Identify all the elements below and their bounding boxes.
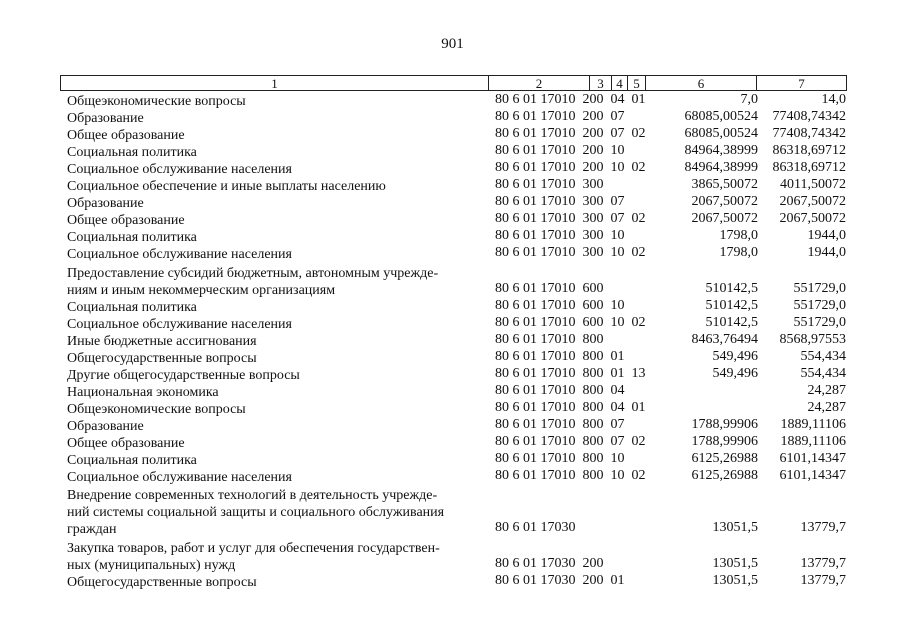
row-value-col6: 84964,38999 bbox=[684, 160, 758, 175]
table-row bbox=[0, 469, 905, 486]
row-name: Социальная политика bbox=[67, 453, 197, 468]
row-value-col6: 1798,0 bbox=[719, 245, 758, 260]
row-value-col7: 1944,0 bbox=[807, 245, 846, 260]
row-code: 80 6 01 17010 600 10 bbox=[495, 298, 625, 313]
row-value-col7: 86318,69712 bbox=[772, 160, 846, 175]
row-value-col7: 86318,69712 bbox=[772, 143, 846, 158]
row-value-col6: 68085,00524 bbox=[684, 109, 758, 124]
row-value-col6: 1788,99906 bbox=[691, 417, 758, 432]
table-body bbox=[0, 93, 905, 591]
table-row bbox=[0, 212, 905, 229]
row-name: Социальное обслуживание населения bbox=[67, 162, 292, 177]
page-number: 901 bbox=[441, 36, 464, 52]
row-value-col6: 1788,99906 bbox=[691, 434, 758, 449]
row-name: Социальная политика bbox=[67, 230, 197, 245]
row-code: 80 6 01 17010 200 10 bbox=[495, 143, 625, 158]
header-col-5: 5 bbox=[627, 76, 645, 90]
row-code: 80 6 01 17010 800 04 01 bbox=[495, 400, 646, 415]
row-name: Общеэкономические вопросы bbox=[67, 94, 246, 109]
table-row bbox=[0, 384, 905, 401]
row-code: 80 6 01 17010 800 01 bbox=[495, 349, 625, 364]
row-name: Общегосударственные вопросы bbox=[67, 575, 257, 590]
row-name: Общее образование bbox=[67, 436, 185, 451]
table-row bbox=[0, 195, 905, 212]
table-row bbox=[0, 229, 905, 246]
row-value-col7: 551729,0 bbox=[793, 315, 846, 330]
table-row bbox=[0, 178, 905, 195]
row-code: 80 6 01 17010 300 10 bbox=[495, 228, 625, 243]
header-col-3: 3 bbox=[589, 76, 611, 90]
row-value-col6: 2067,50072 bbox=[691, 211, 758, 226]
table-row bbox=[0, 316, 905, 333]
table-row bbox=[0, 401, 905, 418]
row-value-col7: 1889,11106 bbox=[780, 417, 846, 432]
table-row bbox=[0, 299, 905, 316]
header-col-6: 6 bbox=[645, 76, 756, 90]
row-name: Общее образование bbox=[67, 128, 185, 143]
row-value-col7: 4011,50072 bbox=[780, 177, 846, 192]
row-code: 80 6 01 17010 300 07 02 bbox=[495, 211, 646, 226]
row-code: 80 6 01 17010 800 07 02 bbox=[495, 434, 646, 449]
table-row bbox=[0, 110, 905, 127]
row-value-col7: 13779,7 bbox=[800, 573, 846, 588]
row-value-col6: 84964,38999 bbox=[684, 143, 758, 158]
row-name: Другие общегосударственные вопросы bbox=[67, 368, 300, 383]
row-code: 80 6 01 17010 800 07 bbox=[495, 417, 625, 432]
row-code: 80 6 01 17010 300 10 02 bbox=[495, 245, 646, 260]
row-value-col6: 1798,0 bbox=[719, 228, 758, 243]
table-row bbox=[0, 350, 905, 367]
table-row bbox=[0, 538, 905, 574]
row-code: 80 6 01 17010 800 10 02 bbox=[495, 468, 646, 483]
row-value-col6: 549,496 bbox=[712, 366, 758, 381]
row-name: Социальное обслуживание населения bbox=[67, 247, 292, 262]
row-value-col6: 2067,50072 bbox=[691, 194, 758, 209]
row-name: Общеэкономические вопросы bbox=[67, 402, 246, 417]
row-code: 80 6 01 17010 200 04 01 bbox=[495, 92, 646, 107]
row-value-col7: 1944,0 bbox=[807, 228, 846, 243]
row-code: 80 6 01 17010 800 04 bbox=[495, 383, 625, 398]
table-row bbox=[0, 161, 905, 178]
table-row bbox=[0, 574, 905, 591]
row-code: 80 6 01 17010 200 07 bbox=[495, 109, 625, 124]
row-value-col6: 6125,26988 bbox=[691, 451, 758, 466]
row-code: 80 6 01 17030 bbox=[495, 520, 576, 535]
table-row bbox=[0, 246, 905, 263]
table-row bbox=[0, 418, 905, 435]
row-name: Образование bbox=[67, 111, 144, 126]
row-code: 80 6 01 17010 800 10 bbox=[495, 451, 625, 466]
row-code: 80 6 01 17010 300 bbox=[495, 177, 604, 192]
row-name: Социальное обеспечение и иные выплаты населению bbox=[67, 179, 386, 194]
row-value-col7: 1889,11106 bbox=[780, 434, 846, 449]
row-code: 80 6 01 17010 600 10 02 bbox=[495, 315, 646, 330]
row-value-col6: 6125,26988 bbox=[691, 468, 758, 483]
row-name: Общее образование bbox=[67, 213, 185, 228]
row-name: Предоставление субсидий бюджетным, автономным учрежде- ниям и иным некоммерческим организациям bbox=[67, 266, 439, 298]
header-col-4: 4 bbox=[611, 76, 627, 90]
row-value-col7: 554,434 bbox=[800, 349, 846, 364]
row-value-col6: 13051,5 bbox=[712, 573, 758, 588]
table-row bbox=[0, 93, 905, 110]
row-name: Социальное обслуживание населения bbox=[67, 470, 292, 485]
table-row bbox=[0, 144, 905, 161]
row-value-col7: 77408,74342 bbox=[772, 126, 846, 141]
table-row bbox=[0, 333, 905, 350]
row-name: Иные бюджетные ассигнования bbox=[67, 334, 257, 349]
row-code: 80 6 01 17010 800 bbox=[495, 332, 604, 347]
row-name: Закупка товаров, работ и услуг для обеспечения государствен- ных (муниципальных) нужд bbox=[67, 541, 440, 573]
row-value-col6: 13051,5 bbox=[712, 520, 758, 535]
row-value-col7: 77408,74342 bbox=[772, 109, 846, 124]
row-value-col6: 7,0 bbox=[740, 92, 758, 107]
table-header bbox=[60, 75, 847, 91]
table-row bbox=[0, 127, 905, 144]
row-value-col7: 8568,97553 bbox=[779, 332, 846, 347]
row-value-col6: 3865,50072 bbox=[691, 177, 758, 192]
row-name: Общегосударственные вопросы bbox=[67, 351, 257, 366]
row-value-col7: 24,287 bbox=[807, 400, 846, 415]
row-value-col6: 510142,5 bbox=[705, 281, 758, 296]
row-value-col7: 13779,7 bbox=[800, 520, 846, 535]
row-name: Внедрение современных технологий в деятельность учрежде- ний системы социальной защиты и социального обслуживания граждан bbox=[67, 488, 445, 537]
table-row bbox=[0, 486, 905, 538]
row-value-col6: 13051,5 bbox=[712, 556, 758, 571]
row-name: Образование bbox=[67, 419, 144, 434]
row-value-col7: 2067,50072 bbox=[779, 194, 846, 209]
header-col-2: 2 bbox=[488, 76, 589, 90]
row-value-col7: 551729,0 bbox=[793, 298, 846, 313]
row-value-col6: 510142,5 bbox=[705, 298, 758, 313]
table-row bbox=[0, 452, 905, 469]
row-code: 80 6 01 17010 600 bbox=[495, 281, 604, 296]
row-code: 80 6 01 17010 200 10 02 bbox=[495, 160, 646, 175]
row-value-col7: 13779,7 bbox=[800, 556, 846, 571]
row-value-col6: 8463,76494 bbox=[691, 332, 758, 347]
row-value-col6: 68085,00524 bbox=[684, 126, 758, 141]
row-value-col7: 24,287 bbox=[807, 383, 846, 398]
header-col-1: 1 bbox=[271, 76, 278, 91]
row-name: Социальная политика bbox=[67, 145, 197, 160]
row-value-col7: 6101,14347 bbox=[779, 451, 846, 466]
header-col-7: 7 bbox=[756, 76, 846, 90]
table-row bbox=[0, 435, 905, 452]
row-name: Социальное обслуживание населения bbox=[67, 317, 292, 332]
row-value-col7: 2067,50072 bbox=[779, 211, 846, 226]
row-value-col6: 549,496 bbox=[712, 349, 758, 364]
row-name: Национальная экономика bbox=[67, 385, 219, 400]
row-code: 80 6 01 17030 200 bbox=[495, 556, 604, 571]
row-value-col6: 510142,5 bbox=[705, 315, 758, 330]
row-value-col7: 554,434 bbox=[800, 366, 846, 381]
table-row bbox=[0, 367, 905, 384]
row-code: 80 6 01 17010 800 01 13 bbox=[495, 366, 646, 381]
row-code: 80 6 01 17030 200 01 bbox=[495, 573, 625, 588]
row-name: Образование bbox=[67, 196, 144, 211]
row-code: 80 6 01 17010 300 07 bbox=[495, 194, 625, 209]
table-row bbox=[0, 263, 905, 299]
row-code: 80 6 01 17010 200 07 02 bbox=[495, 126, 646, 141]
row-name: Социальная политика bbox=[67, 300, 197, 315]
row-value-col7: 14,0 bbox=[821, 92, 846, 107]
row-value-col7: 6101,14347 bbox=[779, 468, 846, 483]
row-value-col7: 551729,0 bbox=[793, 281, 846, 296]
